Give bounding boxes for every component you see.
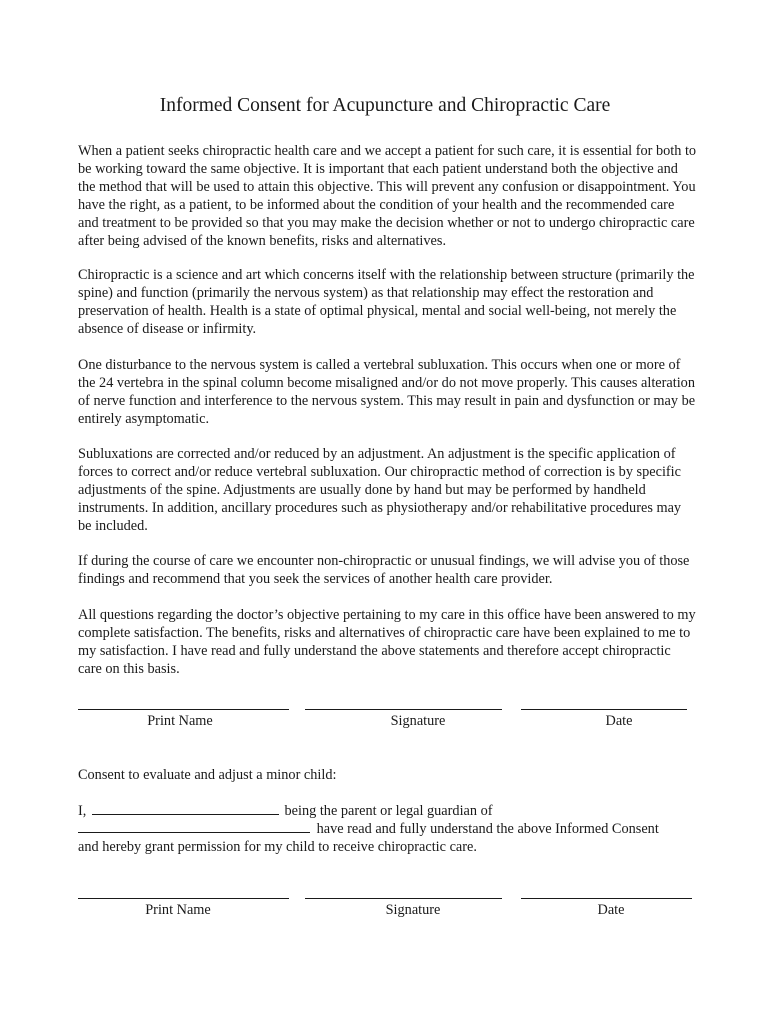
paragraph-adjustments: Subluxations are corrected and/or reduced by an adjustment. An adjustment is the specific application of forces to correct and/or reduce vertebral subluxation. Our chiropractic method of correction is by specific adjustments of the spine. Adjustments are usually done by hand but may be performed by handheld instruments. In addition, ancillary procedures such as physiotherapy and/or rehabilitative procedures may be included.	[78, 446, 682, 534]
minor-consent-statement	[78, 802, 698, 856]
date-label: Date	[605, 713, 633, 729]
minor-signature-line[interactable]	[305, 898, 502, 899]
minor-consent-heading: Consent to evaluate and adjust a minor child:	[78, 767, 337, 783]
signature-label: Signature	[390, 713, 446, 729]
child-name-field[interactable]	[78, 820, 310, 833]
print-name-label: Print Name	[147, 713, 213, 729]
permission-line: and hereby grant permission for my child to receive chiropractic care.	[78, 839, 477, 855]
signature-line[interactable]	[305, 709, 502, 710]
guardian-suffix: being the parent or legal guardian of	[284, 803, 493, 819]
child-line	[78, 820, 698, 838]
document-title: Informed Consent for Acupuncture and Chiropractic Care	[159, 95, 611, 116]
minor-date-label: Date	[597, 902, 625, 918]
minor-signature-label: Signature	[385, 902, 441, 918]
minor-print-name-label: Print Name	[145, 902, 211, 918]
paragraph-unusual-findings: If during the course of care we encounter non-chiropractic or unusual findings, we will advise you of those findings and recommend that you seek the services of another health care provider.	[78, 553, 690, 587]
paragraph-subluxation: One disturbance to the nervous system is called a vertebral subluxation. This occurs when one or more of the 24 vertebra in the spinal column become misaligned and/or do not move properly. This causes alteration of nerve function and interference to the nervous system. This may result in pain and dysfunction or may be entirely asymptomatic.	[78, 357, 696, 427]
date-line[interactable]	[521, 709, 687, 710]
paragraph-chiropractic-definition: Chiropractic is a science and art which concerns itself with the relationship between structure (primarily the spine) and function (primarily the nervous system) as that relationship may effect the restoration and preservation of health. Health is a state of optimal physical, mental and social well-being, not merely the absence of disease or infirmity.	[78, 267, 695, 337]
minor-print-name-line[interactable]	[78, 898, 289, 899]
minor-date-line[interactable]	[521, 898, 692, 899]
print-name-line[interactable]	[78, 709, 289, 710]
guardian-name-field[interactable]	[92, 802, 279, 815]
guardian-line	[78, 802, 698, 820]
paragraph-acknowledgement: All questions regarding the doctor’s objective pertaining to my care in this office have been answered to my complete satisfaction. The benefits, risks and alternatives of chiropractic care have been explained to me to my satisfaction. I have read and fully understand the above statements and therefore accept chiropractic care on this basis.	[78, 607, 696, 677]
guardian-prefix: I,	[78, 803, 87, 819]
paragraph-objective: When a patient seeks chiropractic health care and we accept a patient for such care, it is essential for both to be working toward the same objective. It is important that each patient understand both the objective and the method that will be used to attain this objective. This will prevent any confusion or disappointment. You have the right, as a patient, to be informed about the condition of your health and the recommended care and treatment to be provided so that you may make the decision whether or not to undergo chiropractic care after being advised of the known benefits, risks and alternatives.	[78, 143, 697, 249]
child-line-suffix: have read and fully understand the above Informed Consent	[316, 821, 659, 837]
